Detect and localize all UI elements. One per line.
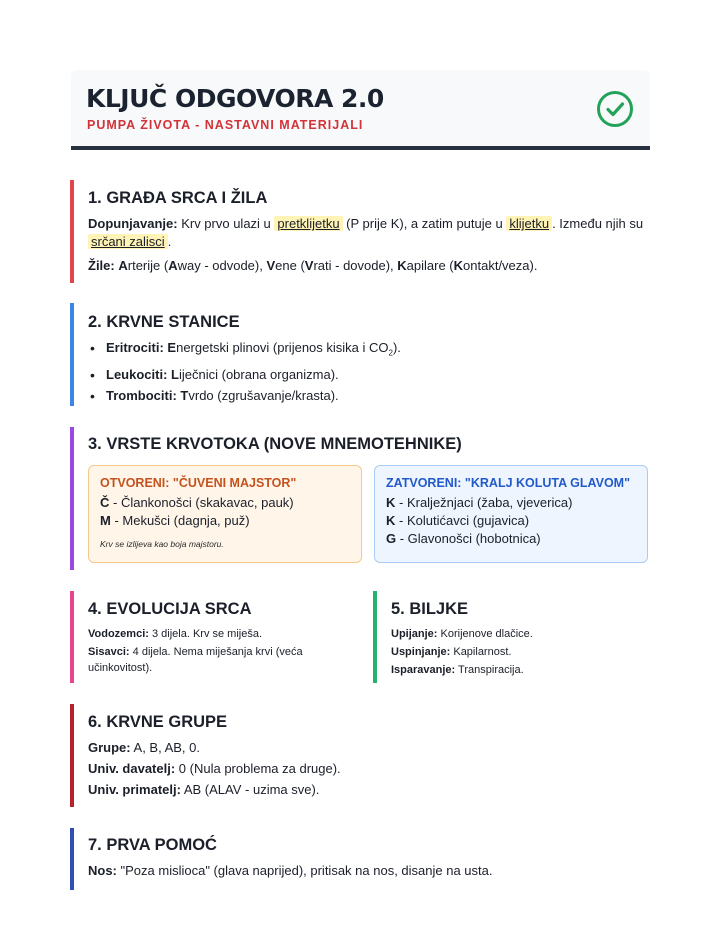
blood-group-row: Univ. primatelj: AB (ALAV - uzima sve). xyxy=(88,782,320,797)
section-blood-groups xyxy=(70,704,660,807)
page-title: KLJUČ ODGOVORA 2.0 xyxy=(86,84,384,113)
answer-highlight: srčani zalisci xyxy=(88,234,168,249)
page-header xyxy=(71,70,650,150)
answer-highlight: pretklijetku xyxy=(274,216,342,231)
check-circle-icon xyxy=(596,90,634,128)
section-title: 2. KRVNE STANICE xyxy=(88,313,240,331)
plants-row: Isparavanje: Transpiracija. xyxy=(391,664,524,676)
plants-row: Upijanje: Korijenove dlačice. xyxy=(391,628,533,640)
box-note: Krv se izlijeva kao boja majstoru. xyxy=(100,539,224,549)
section-plants xyxy=(373,591,660,683)
section-title: 3. VRSTE KRVOTOKA (NOVE MNEMOTEHNIKE) xyxy=(88,435,462,453)
list-item: • Trombociti: Tvrdo (zgrušavanje/krasta). xyxy=(88,387,660,405)
section-title: 4. EVOLUCIJA SRCA xyxy=(88,600,252,618)
list-item: M - Mekušci (dagnja, puž) xyxy=(100,513,250,528)
section-circulation xyxy=(70,427,660,570)
page-subtitle: PUMPA ŽIVOTA - NASTAVNI MATERIJALI xyxy=(87,118,364,132)
section-title: 6. KRVNE GRUPE xyxy=(88,713,228,731)
blood-group-row: Univ. davatelj: 0 (Nula problema za druge). xyxy=(88,761,341,776)
evolution-row: Sisavci: 4 dijela. Nema miješanja krvi (veća učinkovitost). xyxy=(88,646,303,674)
blood-cells-list xyxy=(88,339,660,405)
open-circulation-box xyxy=(88,465,362,563)
box-title: OTVORENI: "ČUVENI MAJSTOR" xyxy=(100,476,297,490)
section-heart-evolution xyxy=(70,591,350,683)
box-title: ZATVORENI: "KRALJ KOLUTA GLAVOM" xyxy=(386,476,631,490)
list-item: • Leukociti: Liječnici (obrana organizma). xyxy=(88,366,660,384)
vessels-text: Žile: Arterije (Away - odvode), Vene (Vrati - dovode), Kapilare (Kontakt/veza). xyxy=(88,258,538,273)
list-item: Č - Člankonošci (skakavac, pauk) xyxy=(100,495,294,510)
blood-group-row: Grupe: A, B, AB, 0. xyxy=(88,740,200,755)
list-item: G - Glavonošci (hobotnica) xyxy=(386,531,541,546)
list-item: K - Kolutićavci (gujavica) xyxy=(386,513,530,528)
section-heart-vessels xyxy=(70,180,660,283)
section-title: 5. BILJKE xyxy=(391,600,469,618)
section-title: 1. GRAĐA SRCA I ŽILA xyxy=(88,189,268,207)
section-first-aid xyxy=(70,828,660,890)
section-title: 7. PRVA POMOĆ xyxy=(88,836,217,854)
evolution-row: Vodozemci: 3 dijela. Krv se miješa. xyxy=(88,628,263,640)
section-blood-cells xyxy=(70,303,660,406)
first-aid-row: Nos: "Poza mislioca" (glava naprijed), pritisak na nos, disanje na usta. xyxy=(88,863,493,878)
fill-in-text: Dopunjavanje: Krv prvo ulazi u pretklijetku (P prije K), a zatim putuje u klijetku . Između njih su srčani zalisci . xyxy=(88,216,644,249)
list-item: • Eritrociti: Energetski plinovi (prijenos kisika i $CO_2$). xyxy=(88,339,660,363)
closed-circulation-box xyxy=(374,465,648,563)
list-item: K - Kralježnjaci (žaba, vjeverica) xyxy=(386,495,573,510)
answer-highlight: klijetku xyxy=(506,216,552,231)
plants-row: Uspinjanje: Kapilarnost. xyxy=(391,646,512,658)
